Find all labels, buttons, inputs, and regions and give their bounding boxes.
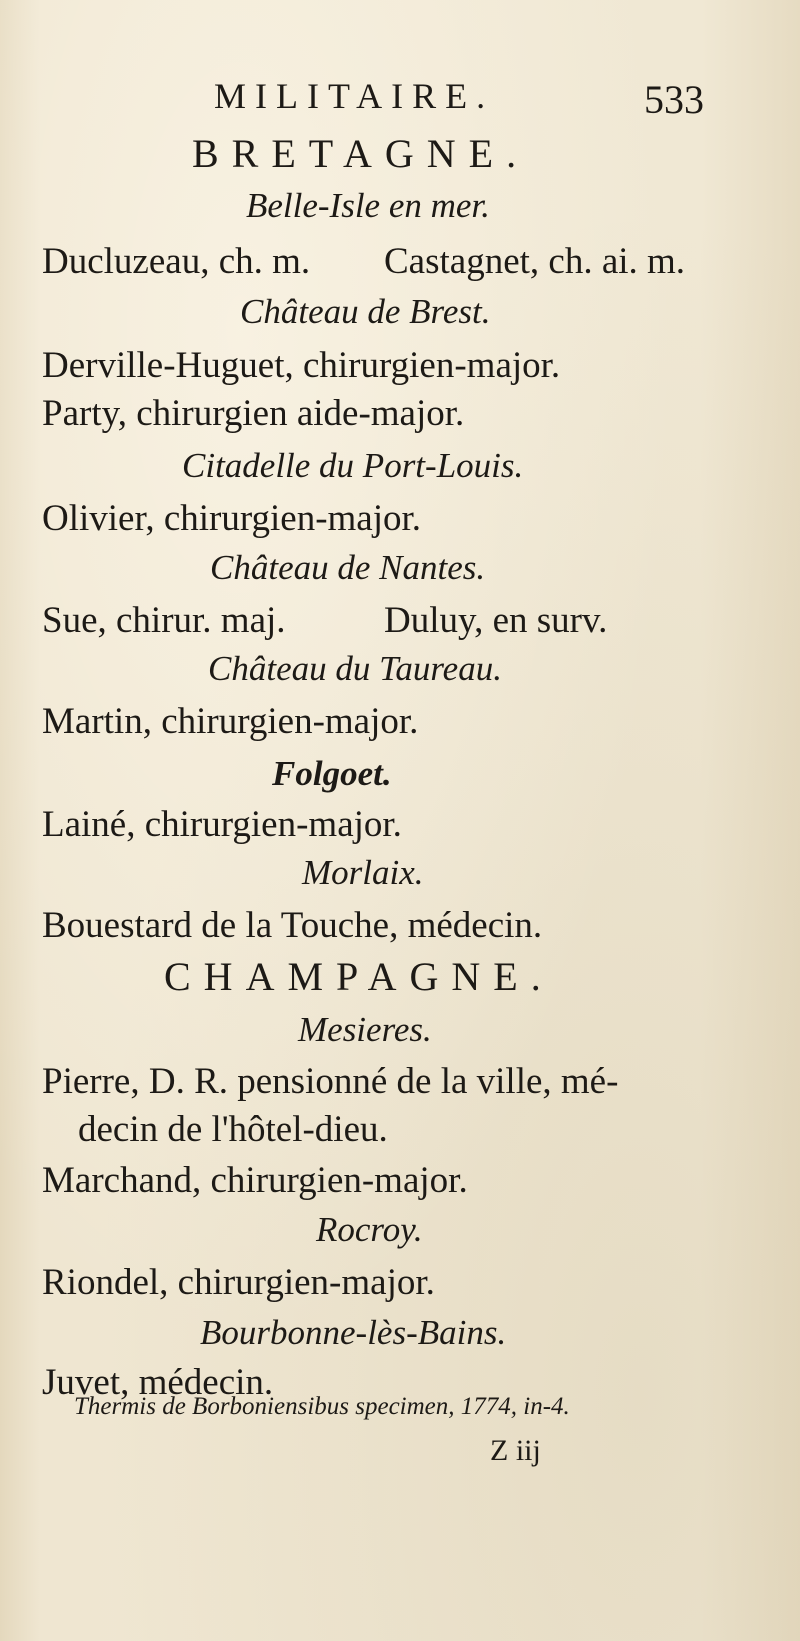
place-heading: Morlaix. [302,853,424,892]
entry-line: Duluy, en surv. [384,600,608,641]
place-heading: Mesieres. [298,1010,432,1049]
entry-line: Lainé, chirurgien-major. [42,804,402,845]
entry-line: Martin, chirurgien-major. [42,701,419,742]
entry-line: Party, chirurgien aide-major. [42,393,465,434]
region-heading-champagne: CHAMPAGNE. [164,954,554,999]
entry-line: Castagnet, ch. ai. m. [384,241,686,282]
entry-line: Pierre, D. R. pensionné de la ville, mé- [42,1061,619,1102]
entry-line: Olivier, chirurgien-major. [42,498,422,539]
place-heading: Bourbonne-lès-Bains. [200,1313,507,1352]
place-heading: Château de Nantes. [210,548,486,587]
entry-line: Juvet, médecin. [42,1362,274,1403]
place-heading: Citadelle du Port-Louis. [182,446,524,485]
entry-line: Sue, chirur. maj. [42,600,286,641]
entry-line: Bouestard de la Touche, médecin. [42,905,543,946]
place-heading: Rocroy. [316,1210,423,1249]
entry-line: Derville-Huguet, chirurgien-major. [42,345,561,386]
entry-line: Marchand, chirurgien-major. [42,1160,468,1201]
place-heading: Château de Brest. [240,292,491,331]
entry-line: Riondel, chirurgien-major. [42,1262,435,1303]
entry-line: Ducluzeau, ch. m. [42,241,311,282]
place-heading: Château du Taureau. [208,649,502,688]
place-heading: Folgoet. [272,754,392,793]
region-heading-bretagne: BRETAGNE. [192,131,530,176]
running-title: MILITAIRE. [214,76,495,116]
footnote-reference: Thermis de Borboniensibus specimen, 1774, in-4. [74,1393,570,1420]
entry-line: decin de l'hôtel-dieu. [78,1109,388,1150]
page-number: 533 [644,77,704,122]
place-heading: Belle-Isle en mer. [246,186,490,225]
signature-mark: Z iij [490,1434,541,1467]
